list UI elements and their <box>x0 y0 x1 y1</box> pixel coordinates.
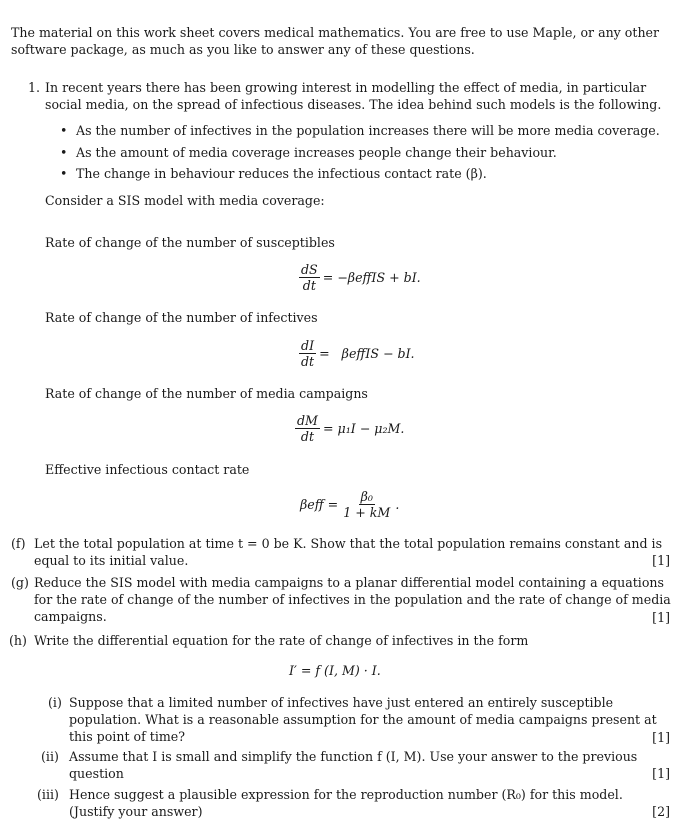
equation-rhs: = μ₁I − μ₂M. <box>322 421 405 436</box>
form-equation: I′ = f (I, M) · I. <box>289 663 381 678</box>
fraction-denominator: dt <box>300 429 315 444</box>
section-label: Effective infectious contact rate <box>45 462 250 477</box>
subpart-text: Suppose that a limited number of infectives have just entered an entirely susceptible population. What is a reasonable assumption for the amount of media campaigns present at this point of time? <box>69 695 657 744</box>
bullet-item: As the number of infectives in the population increases there will be more media coverage. <box>76 123 660 138</box>
fraction-denominator: dt <box>302 278 316 293</box>
bullet-icon: • <box>60 145 68 160</box>
fraction-denominator: dt <box>301 354 315 369</box>
fraction-numerator: dI <box>301 338 315 353</box>
marks-badge: [2] <box>652 804 670 819</box>
derivative-fraction <box>295 413 320 444</box>
marks-badge: [1] <box>652 730 670 745</box>
equation-rhs: . <box>395 497 400 512</box>
section-label: Rate of change of the number of infectives <box>45 310 318 325</box>
bullet-item: The change in behaviour reduces the infectious contact rate (β). <box>76 166 487 181</box>
marks-badge: [1] <box>652 610 670 625</box>
section-label: Rate of change of the number of media campaigns <box>45 386 368 401</box>
subpart-text: Assume that I is small and simplify the function f (I, M). Use your answer to the previous question <box>69 749 638 781</box>
fraction-numerator: β₀ <box>360 489 373 504</box>
rate-fraction <box>341 489 392 520</box>
equation-effective-rate <box>300 489 399 520</box>
equation-media <box>292 413 404 444</box>
part-label: (h) <box>9 633 27 648</box>
derivative-fraction <box>299 262 320 293</box>
equation-rhs: = βeffIS − bI. <box>319 346 415 361</box>
subpart-label: (i) <box>48 695 62 710</box>
equation-lhs: βeff = <box>300 497 339 512</box>
section-label: Rate of change of the number of susceptibles <box>45 235 335 250</box>
bullet-icon: • <box>60 123 68 138</box>
fraction-numerator: dM <box>297 413 318 428</box>
part-text: Let the total population at time t = 0 be K. Show that the total population remains constant and is equal to its initial value. <box>34 536 663 568</box>
equation-susceptibles <box>296 262 421 293</box>
part-label: (g) <box>11 575 29 590</box>
fraction-denominator: 1 + kM <box>343 505 391 520</box>
subpart-text: Hence suggest a plausible expression for the reproduction number (R₀) for this model. (Justify your answer) <box>69 787 623 819</box>
consider-text: Consider a SIS model with media coverage: <box>45 193 325 208</box>
intro-paragraph: The material on this work sheet covers medical mathematics. You are free to use Maple, or any other software package, as much as you like to answer any of these questions. <box>11 25 660 57</box>
subpart-label: (iii) <box>37 787 59 802</box>
bullet-icon: • <box>60 166 68 181</box>
marks-badge: [1] <box>652 766 670 781</box>
part-text: Reduce the SIS model with media campaigns to a planar differential model containing a equations for the rate of change of the number of infectives in the population and the rate of change of media campaigns. <box>34 575 671 624</box>
equation-rhs: = −βeffIS + bI. <box>322 270 421 285</box>
marks-badge: [1] <box>652 553 670 568</box>
bullet-item: As the amount of media coverage increases people change their behaviour. <box>76 145 557 160</box>
part-label: (f) <box>11 536 26 551</box>
equation-infectives <box>296 338 415 369</box>
part-text: Write the differential equation for the rate of change of infectives in the form <box>34 633 529 648</box>
fraction-numerator: dS <box>301 262 318 277</box>
subpart-label: (ii) <box>41 749 59 764</box>
question-number: 1. <box>28 80 41 95</box>
derivative-fraction <box>299 338 316 369</box>
question-intro: In recent years there has been growing interest in modelling the effect of media, in particular social media, on the spread of infectious diseases. The idea behind such models is the following. <box>45 80 662 112</box>
